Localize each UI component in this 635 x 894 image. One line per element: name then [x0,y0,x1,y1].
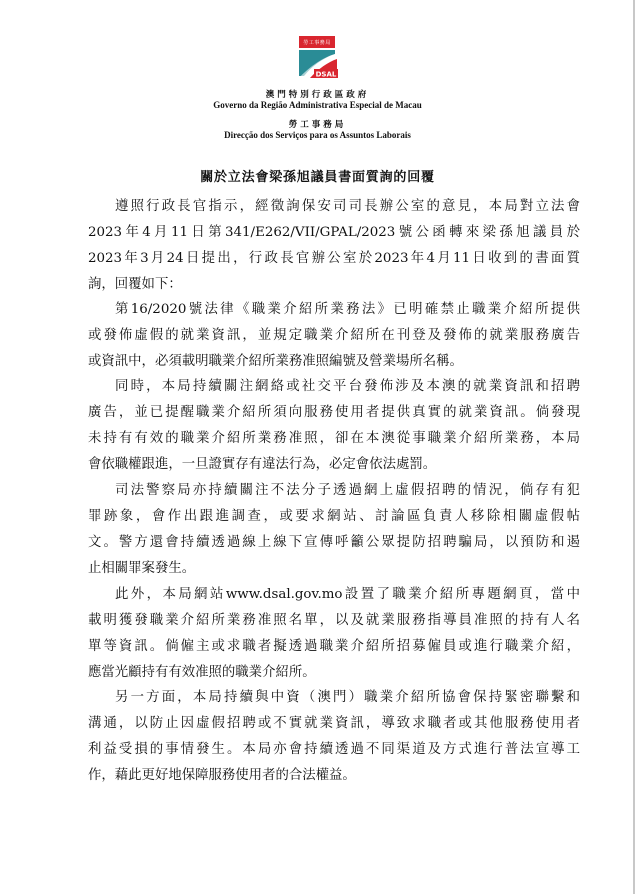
paragraph-line: 廣告，並已提醒職業介紹所須向服務使用者提供真實的就業資訊。倘發現 [88,405,580,420]
paragraph-line: 罪跡象，會作出跟進調查，或要求網站、討論區負責人移除相關虛假帖 [88,509,580,524]
paragraph-line: 同時，本局持續關注網絡或社交平台發佈涉及本澳的就業資訊和招聘 [115,379,580,394]
logo-text: 勞工事務局 [303,40,331,46]
government-name-zh: 澳門特別行政區政府 [265,90,370,100]
paragraph-line: 遵照行政長官指示，經徵詢保安司司長辦公室的意見，本局對立法會 [115,199,580,214]
department-name-zh: 勞工事務局 [288,120,347,130]
department-name-pt: Direcção dos Serviços para os Assuntos Laborais [224,130,411,140]
paragraph-line: 2023年3月24日提出，行政長官辦公室於2023年4月11日收到的書面質 [88,251,580,266]
government-name-pt: Governo da Região Administrativa Especial de Macau [213,100,422,110]
logo-brand: DSAL [315,70,337,79]
paragraph-line: 文。警方還會持續透過線上線下宣傳呼籲公眾提防招聘騙局，以預防和遏 [88,535,580,550]
paragraph-line: 此外，本局網站www.dsal.gov.mo設置了職業介紹所專題網頁，當中 [115,587,580,602]
paragraph-line: 溝通，以防止因虛假招聘或不實就業資訊，導致求職者或其他服務使用者 [88,716,580,731]
paragraph-line: 或發佈虛假的就業資訊，並規定職業介紹所在刊登及發佈的就業服務廣告 [88,328,580,343]
paragraph-line: 詢，回覆如下： [88,277,182,292]
paragraph-line: 或資訊中，必須載明職業介紹所業務准照編號及營業場所名稱。 [88,354,463,369]
paragraph-3 [88,374,580,478]
paragraph-4 [88,478,580,582]
paragraph-line: 第16/2020號法律《職業介紹所業務法》已明確禁止職業介紹所提供 [115,302,580,317]
paragraph-line: 止相關罪案發生。 [88,561,196,576]
paragraph-line: 未持有有效的職業介紹所業務准照，卻在本澳從事職業介紹所業務，本局 [88,431,580,446]
paragraph-2 [88,297,580,375]
paragraph-line: 會依職權跟進，一旦證實存有違法行為，必定會依法處罰。 [88,457,437,472]
paragraph-5 [88,582,580,686]
paragraph-1 [88,194,580,298]
paragraph-line: 司法警察局亦持續關注不法分子透過網上虛假招聘的情況，倘存有犯 [115,483,580,498]
paragraph-line: 單等資訊。倘僱主或求職者擬透過職業介紹所招募僱員或進行職業介紹， [88,639,580,654]
paragraph-line: 2023年4月11日第341/E262/VII/GPAL/2023號公函轉來梁孫旭議員於 [88,225,580,240]
paragraph-line: 應當光顧持有有效准照的職業介紹所。 [88,665,316,680]
paragraph-line: 另一方面，本局持續與中資（澳門）職業介紹所協會保持緊密聯繫和 [115,690,580,705]
paragraph-6 [88,685,580,789]
paragraph-line: 利益受損的事情發生。本局亦會持續透過不同渠道及方式進行普法宣導工 [88,742,580,757]
dsal-logo [288,32,348,87]
paragraph-line: 作，藉此更好地保障服務使用者的合法權益。 [88,768,356,783]
paragraph-line: 載明獲發職業介紹所業務准照名單，以及就業服務指導員准照的持有人名 [88,613,580,628]
document-title: 關於立法會梁孫旭議員書面質詢的回覆 [200,170,435,185]
